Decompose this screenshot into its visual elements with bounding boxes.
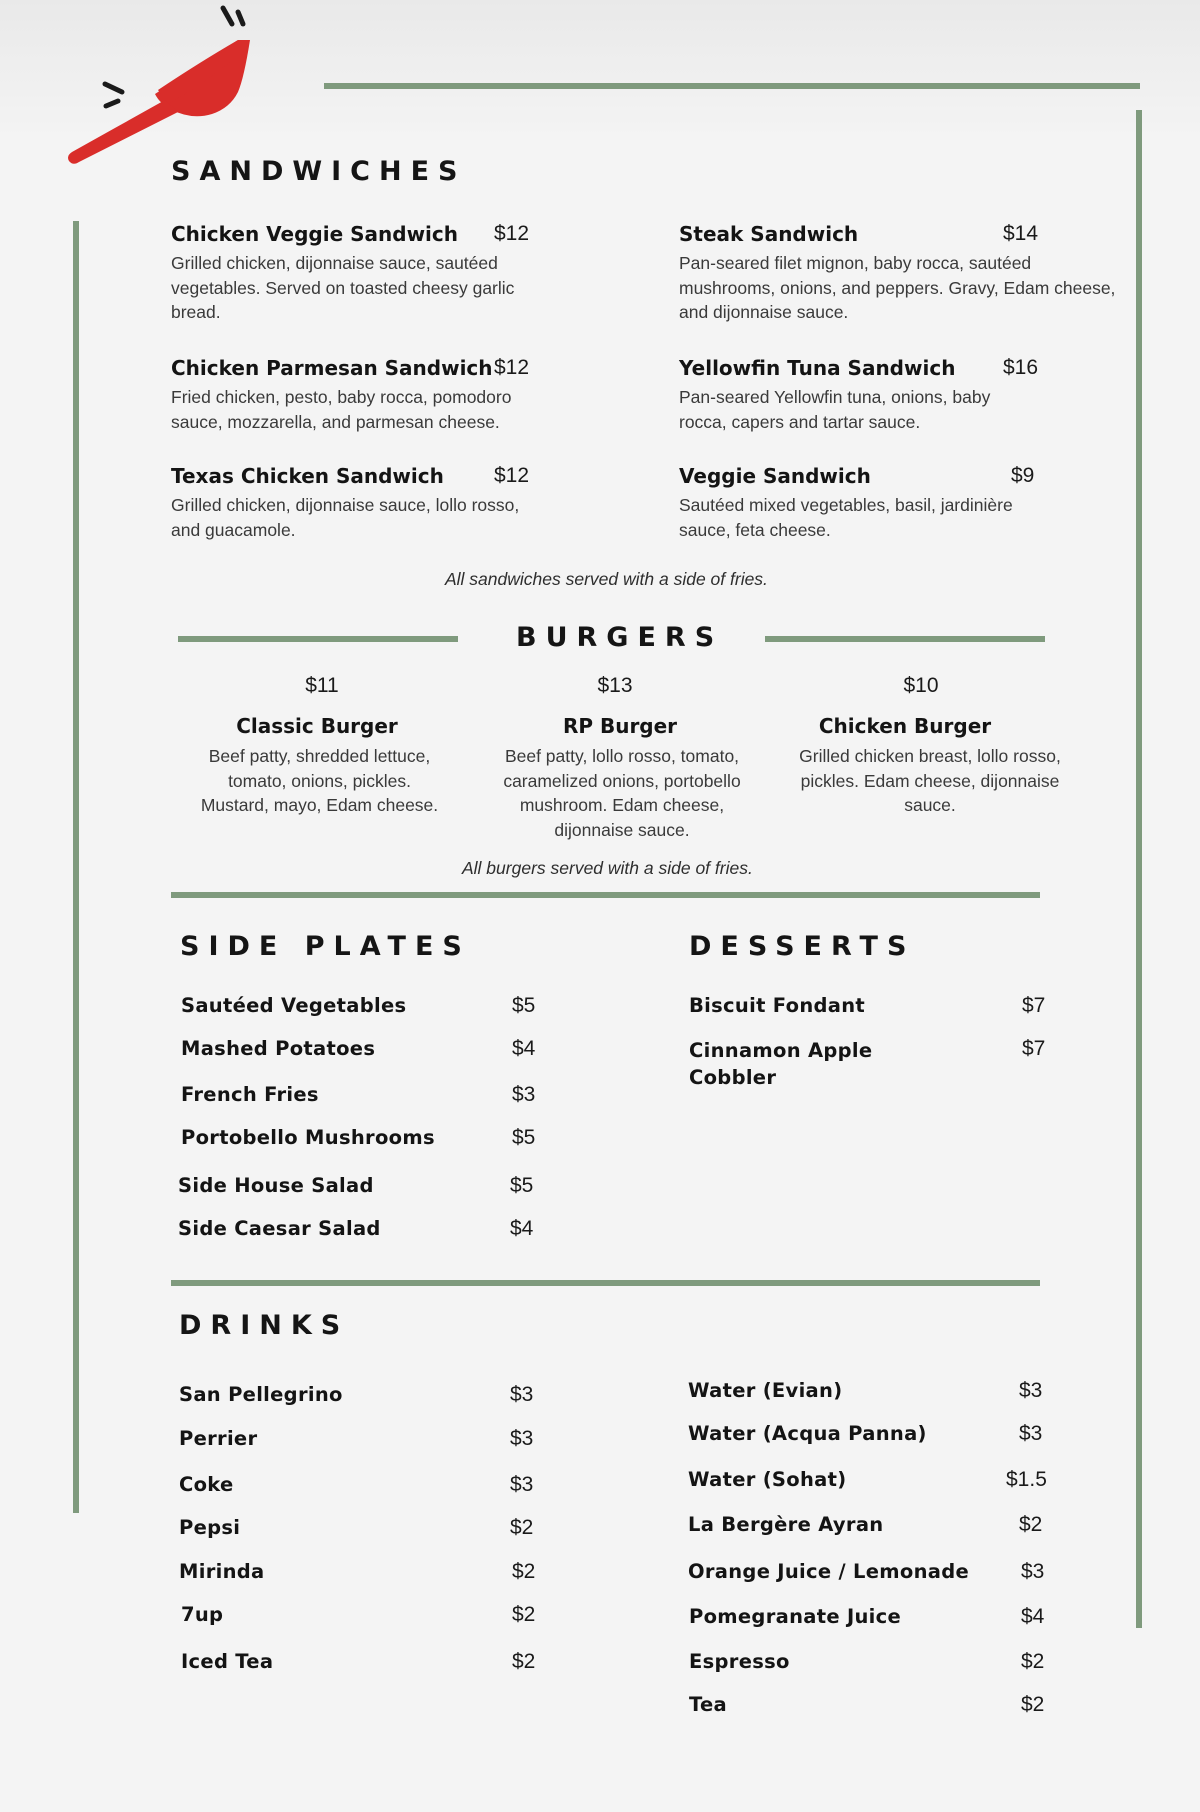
item-price: $5 bbox=[510, 1174, 534, 1197]
item-price: $4 bbox=[510, 1217, 534, 1240]
item-name: Chicken Burger bbox=[818, 714, 992, 738]
item-price: $9 bbox=[1011, 464, 1035, 487]
item-price: $3 bbox=[1021, 1560, 1045, 1583]
item-price: $3 bbox=[512, 1083, 536, 1106]
item-name: Veggie Sandwich bbox=[679, 464, 871, 488]
item-name: Water (Acqua Panna) bbox=[688, 1422, 927, 1445]
item-price: $3 bbox=[510, 1473, 534, 1496]
item-price: $1.5 bbox=[1006, 1468, 1047, 1491]
item-description: Beef patty, shredded lettuce, tomato, onions, pickles. Mustard, mayo, Edam cheese. bbox=[200, 746, 439, 815]
top-rule bbox=[324, 83, 1140, 89]
divider-rule bbox=[171, 1280, 1040, 1286]
frying-pan-icon bbox=[60, 0, 260, 170]
item-price: $10 bbox=[903, 674, 939, 697]
item-price: $12 bbox=[494, 222, 530, 245]
item-name: San Pellegrino bbox=[179, 1383, 343, 1406]
item-name: 7up bbox=[181, 1603, 224, 1626]
item-name: Steak Sandwich bbox=[679, 222, 859, 246]
item-price: $4 bbox=[512, 1037, 536, 1060]
item-description: Pan-seared Yellowfin tuna, onions, baby rocca, capers and tartar sauce. bbox=[679, 387, 991, 432]
item-name: Coke bbox=[179, 1473, 234, 1496]
left-border-rule bbox=[73, 221, 79, 1513]
item-name: Tea bbox=[689, 1693, 727, 1716]
item-name: Side Caesar Salad bbox=[178, 1217, 381, 1240]
section-title-desserts: DESSERTS bbox=[689, 931, 916, 962]
burgers-right-rule bbox=[765, 636, 1045, 642]
item-description: Sautéed mixed vegetables, basil, jardinière sauce, feta cheese. bbox=[679, 495, 1013, 540]
section-title-side-plates: SIDE PLATES bbox=[180, 931, 471, 962]
item-description: Grilled chicken, dijonnaise sauce, lollo rosso, and guacamole. bbox=[171, 495, 520, 540]
divider-rule bbox=[171, 892, 1040, 898]
item-name: Espresso bbox=[689, 1650, 790, 1673]
item-price: $4 bbox=[1021, 1605, 1045, 1628]
item-name: Pepsi bbox=[179, 1516, 241, 1539]
item-name: Mirinda bbox=[179, 1560, 265, 1583]
item-price: $16 bbox=[1003, 356, 1039, 379]
item-name: French Fries bbox=[181, 1083, 319, 1106]
item-price: $3 bbox=[510, 1383, 534, 1406]
item-price: $2 bbox=[1019, 1513, 1043, 1536]
item-name: Orange Juice / Lemonade bbox=[688, 1560, 970, 1583]
item-name: Water (Sohat) bbox=[688, 1468, 847, 1491]
item-name: La Bergère Ayran bbox=[688, 1513, 884, 1536]
item-name: Biscuit Fondant bbox=[689, 994, 866, 1017]
item-price: $3 bbox=[510, 1427, 534, 1450]
item-name: Portobello Mushrooms bbox=[181, 1126, 435, 1149]
item-description: Fried chicken, pesto, baby rocca, pomodoro sauce, mozzarella, and parmesan cheese. bbox=[171, 387, 512, 432]
item-description: Beef patty, lollo rosso, tomato, caramelized onions, portobello mushroom. Edam cheese, dijonnaise sauce. bbox=[503, 746, 741, 840]
item-description: Grilled chicken breast, lollo rosso, pickles. Edam cheese, dijonnaise sauce. bbox=[799, 746, 1061, 815]
item-name: Classic Burger bbox=[236, 714, 398, 738]
item-price: $12 bbox=[494, 464, 530, 487]
item-name: Mashed Potatoes bbox=[181, 1037, 376, 1060]
item-name: Pomegranate Juice bbox=[689, 1605, 902, 1628]
item-price: $2 bbox=[1021, 1650, 1045, 1673]
item-name: Chicken Parmesan Sandwich bbox=[171, 356, 493, 380]
item-price: $5 bbox=[512, 1126, 536, 1149]
item-name: RP Burger bbox=[562, 714, 678, 738]
item-price: $3 bbox=[1019, 1379, 1043, 1402]
item-price: $11 bbox=[305, 674, 339, 697]
sandwiches-note: All sandwiches served with a side of fries. bbox=[445, 569, 768, 589]
section-title-drinks: DRINKS bbox=[179, 1310, 350, 1341]
item-price: $2 bbox=[510, 1516, 534, 1539]
item-name: Water (Evian) bbox=[688, 1379, 843, 1402]
item-description: Grilled chicken, dijonnaise sauce, sautéed vegetables. Served on toasted cheesy garlic bread. bbox=[171, 253, 515, 322]
item-price: $7 bbox=[1022, 1037, 1046, 1060]
item-name: Perrier bbox=[179, 1427, 258, 1450]
item-price: $2 bbox=[512, 1650, 536, 1673]
item-price: $7 bbox=[1022, 994, 1046, 1017]
item-price: $2 bbox=[512, 1603, 536, 1626]
item-price: $2 bbox=[512, 1560, 536, 1583]
burgers-left-rule bbox=[178, 636, 458, 642]
item-price: $2 bbox=[1021, 1693, 1045, 1716]
item-price: $12 bbox=[494, 356, 530, 379]
item-price: $14 bbox=[1003, 222, 1039, 245]
item-name: Cinnamon Apple Cobbler bbox=[689, 1039, 873, 1089]
section-title-sandwiches: SANDWICHES bbox=[171, 156, 467, 187]
item-name: Yellowfin Tuna Sandwich bbox=[679, 356, 956, 380]
item-name: Iced Tea bbox=[181, 1650, 274, 1673]
burgers-note: All burgers served with a side of fries. bbox=[462, 858, 753, 878]
item-price: $13 bbox=[597, 674, 633, 697]
item-price: $3 bbox=[1019, 1422, 1043, 1445]
item-name: Sautéed Vegetables bbox=[181, 994, 407, 1017]
item-price: $5 bbox=[512, 994, 536, 1017]
item-name: Texas Chicken Sandwich bbox=[171, 464, 444, 488]
item-description: Pan-seared filet mignon, baby rocca, sautéed mushrooms, onions, and peppers. Gravy, Edam cheese, and dijonnaise sauce. bbox=[679, 253, 1116, 322]
item-name: Chicken Veggie Sandwich bbox=[171, 222, 459, 246]
item-name: Side House Salad bbox=[178, 1174, 374, 1197]
section-title-burgers: BURGERS bbox=[516, 622, 724, 653]
right-border-rule bbox=[1136, 110, 1142, 1628]
